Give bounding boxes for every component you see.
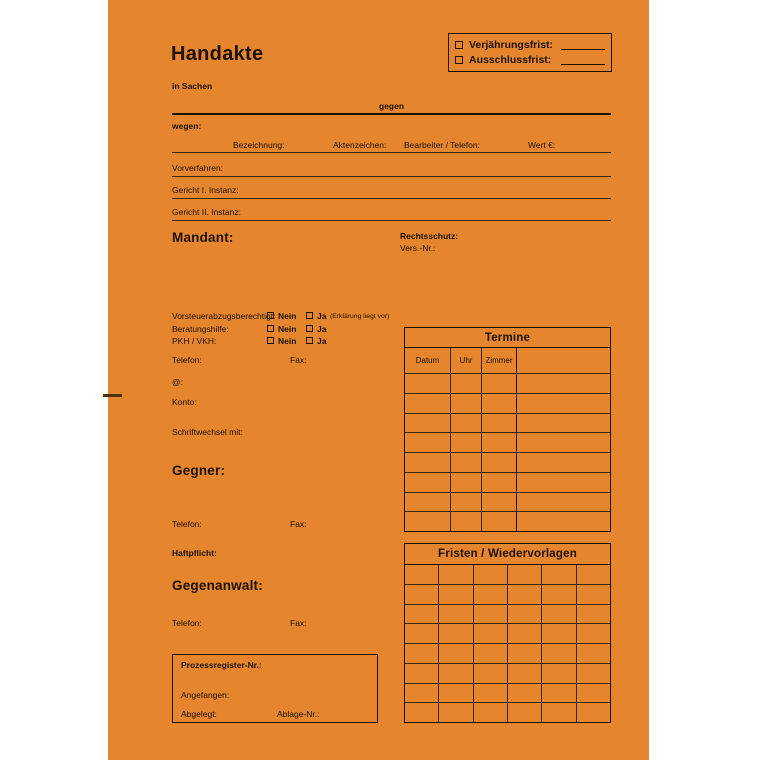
fristen-row [405,565,610,584]
mandant-heading: Mandant: [172,230,234,245]
fristen-cell [577,605,610,624]
gericht-2-label: Gericht II. Instanz: [172,207,241,217]
fristen-cell [508,565,542,584]
termine-cell [451,414,482,433]
fristen-cell [474,605,508,624]
deadline-box [448,33,612,72]
fristen-cell [577,703,610,722]
termine-cell [405,374,451,393]
fristen-cell [542,605,576,624]
vorverfahren-label: Vorverfahren: [172,163,224,173]
vorverfahren-rule [172,176,611,177]
fristen-cell [542,644,576,663]
mandant-fax-label: Fax: [290,355,307,365]
fristen-cell [508,664,542,683]
termine-row [405,413,610,433]
ablage-nr-label: Ablage-Nr.: [277,709,320,719]
fristen-table [404,543,611,723]
verjaehrungsfrist-writein-line [561,41,605,50]
fristen-cell [508,684,542,703]
termine-cell [405,414,451,433]
fristen-row [405,663,610,683]
termine-cell [451,453,482,472]
beratungshilfe-ja-checkbox [306,325,313,332]
verjaehrungsfrist-row [455,38,605,52]
fristen-cell [405,605,439,624]
gegenanwalt-fax-label: Fax: [290,618,307,628]
termine-col-header-row [405,348,610,374]
termine-cell [517,512,610,531]
ausschlussfrist-row [455,53,605,67]
termine-cell [451,433,482,452]
termine-cell [482,473,517,492]
fristen-cell [474,565,508,584]
in-sachen-label: in Sachen [172,81,213,91]
fristen-cell [474,644,508,663]
fristen-cell [405,703,439,722]
fristen-row [405,604,610,624]
fristen-cell [474,664,508,683]
termine-cell [517,374,610,393]
prozessregister-box [172,654,378,723]
ausschlussfrist-label: Ausschlussfrist: [469,54,552,66]
termine-cell [517,453,610,472]
pkh-vkh-ja-label: Ja [317,336,327,346]
schriftwechsel-label: Schriftwechsel mit: [172,427,243,437]
termine-cell [405,493,451,512]
vorsteuer-check-row [172,311,389,321]
gegen-rule [172,113,611,115]
gericht-1-label: Gericht I. Instanz: [172,185,239,195]
beratungshilfe-nein-label: Nein [278,324,297,334]
termine-row [405,432,610,452]
gegenanwalt-heading: Gegenanwalt: [172,578,263,593]
termine-cell [482,453,517,472]
termine-cell [451,512,482,531]
vorsteuer-ja-label: Ja [317,311,327,321]
pkh-vkh-nein-checkbox [267,337,274,344]
fristen-table-title: Fristen / Wiedervorlagen [405,544,610,565]
bearbeiter-telefon-label: Bearbeiter / Telefon: [404,140,480,150]
fristen-cell [542,664,576,683]
beratungshilfe-label: Beratungshilfe: [172,324,229,334]
termine-cell [482,493,517,512]
termine-cell [405,433,451,452]
fristen-cell [508,703,542,722]
termine-cell [451,394,482,413]
fristen-cell [542,585,576,604]
termine-cell [482,374,517,393]
wegen-label: wegen: [172,121,202,131]
fristen-cell [474,585,508,604]
gegenanwalt-telefon-label: Telefon: [172,618,202,628]
fristen-cell [508,585,542,604]
fold-mark [103,394,122,397]
verjaehrungsfrist-label: Verjährungsfrist: [469,39,554,51]
fristen-cell [405,624,439,643]
fristen-cell [405,644,439,663]
bezeichnung-rule [172,152,611,153]
rechtsschutz-label: Rechtsschutz: [400,231,459,241]
wert-label: Wert €: [528,140,556,150]
vorsteuer-label: Vorsteuerabzugsberechtigt: [172,311,276,321]
termine-cell [405,394,451,413]
fristen-body [405,565,610,722]
termine-cell [482,414,517,433]
fristen-cell [577,664,610,683]
termine-col-header: Uhr [451,348,482,373]
fristen-cell [439,703,473,722]
termine-row [405,511,610,531]
termine-cell [517,433,610,452]
vorsteuer-ja-checkbox [306,312,313,319]
termine-cell [405,473,451,492]
mandant-konto-label: Konto: [172,397,197,407]
termine-col-header: Zimmer [482,348,517,373]
termine-row [405,374,610,393]
pkh-vkh-nein-label: Nein [278,336,297,346]
aktenzeichen-label: Aktenzeichen: [333,140,387,150]
termine-cell [482,433,517,452]
fristen-cell [508,624,542,643]
fristen-row [405,702,610,722]
termine-body [405,374,610,531]
fristen-cell [577,565,610,584]
fristen-cell [405,585,439,604]
termine-cell [405,512,451,531]
beratungshilfe-check-row [172,324,328,334]
gericht-2-rule [172,220,611,221]
fristen-cell [577,585,610,604]
fristen-row [405,683,610,703]
fristen-cell [439,565,473,584]
fristen-cell [542,624,576,643]
termine-row [405,452,610,472]
termine-cell [517,473,610,492]
angefangen-label: Angefangen: [181,690,230,700]
termine-cell [405,453,451,472]
beratungshilfe-nein-checkbox [267,325,274,332]
fristen-cell [405,664,439,683]
fristen-cell [542,703,576,722]
termine-cell [517,394,610,413]
termine-row [405,393,610,413]
fristen-cell [405,565,439,584]
fristen-cell [542,684,576,703]
fristen-cell [542,565,576,584]
fristen-cell [508,644,542,663]
bezeichnung-label: Bezeichnung: [233,140,285,150]
fristen-cell [439,664,473,683]
termine-cell [517,414,610,433]
vorsteuer-nein-label: Nein [278,311,297,321]
fristen-cell [439,585,473,604]
prozessregister-nr-label: Prozessregister-Nr.: [181,660,262,670]
mandant-telefon-label: Telefon: [172,355,202,365]
vorsteuer-nein-checkbox [267,312,274,319]
termine-row [405,492,610,512]
fristen-cell [405,684,439,703]
fristen-cell [439,605,473,624]
fristen-cell [439,684,473,703]
termine-table-title: Termine [405,328,610,348]
abgelegt-label: Abgelegt: [181,709,217,719]
pkh-vkh-ja-checkbox [306,337,313,344]
vers-nr-label: Vers.-Nr.: [400,243,436,253]
termine-row [405,472,610,492]
fristen-cell [439,644,473,663]
termine-cell [451,473,482,492]
pkh-vkh-label: PKH / VKH: [172,336,217,346]
fristen-cell [474,703,508,722]
pkh-vkh-check-row [172,336,328,346]
fristen-cell [577,624,610,643]
termine-cell [482,512,517,531]
beratungshilfe-ja-label: Ja [317,324,327,334]
termine-cell [451,374,482,393]
vorsteuer-note: (Erklärung liegt vor) [330,312,390,320]
termine-cell [451,493,482,512]
page-title: Handakte [171,43,264,65]
verjaehrungsfrist-checkbox [455,41,463,49]
fristen-cell [474,684,508,703]
fristen-cell [474,624,508,643]
fristen-cell [439,624,473,643]
haftpflicht-label: Haftpflicht: [172,548,217,558]
termine-col-header [517,348,610,373]
termine-cell [517,493,610,512]
fristen-row [405,623,610,643]
gegner-heading: Gegner: [172,463,226,478]
gegner-telefon-label: Telefon: [172,519,202,529]
termine-col-header: Datum [405,348,451,373]
termine-table [404,327,611,532]
fristen-cell [577,644,610,663]
ausschlussfrist-checkbox [455,56,463,64]
ausschlussfrist-writein-line [561,56,605,65]
termine-cell [482,394,517,413]
fristen-row [405,643,610,663]
gegner-fax-label: Fax: [290,519,307,529]
fristen-row [405,584,610,604]
mandant-email-label: @: [172,377,183,387]
fristen-cell [508,605,542,624]
fristen-cell [577,684,610,703]
gegen-label: gegen [378,101,405,111]
gericht-1-rule [172,198,611,199]
